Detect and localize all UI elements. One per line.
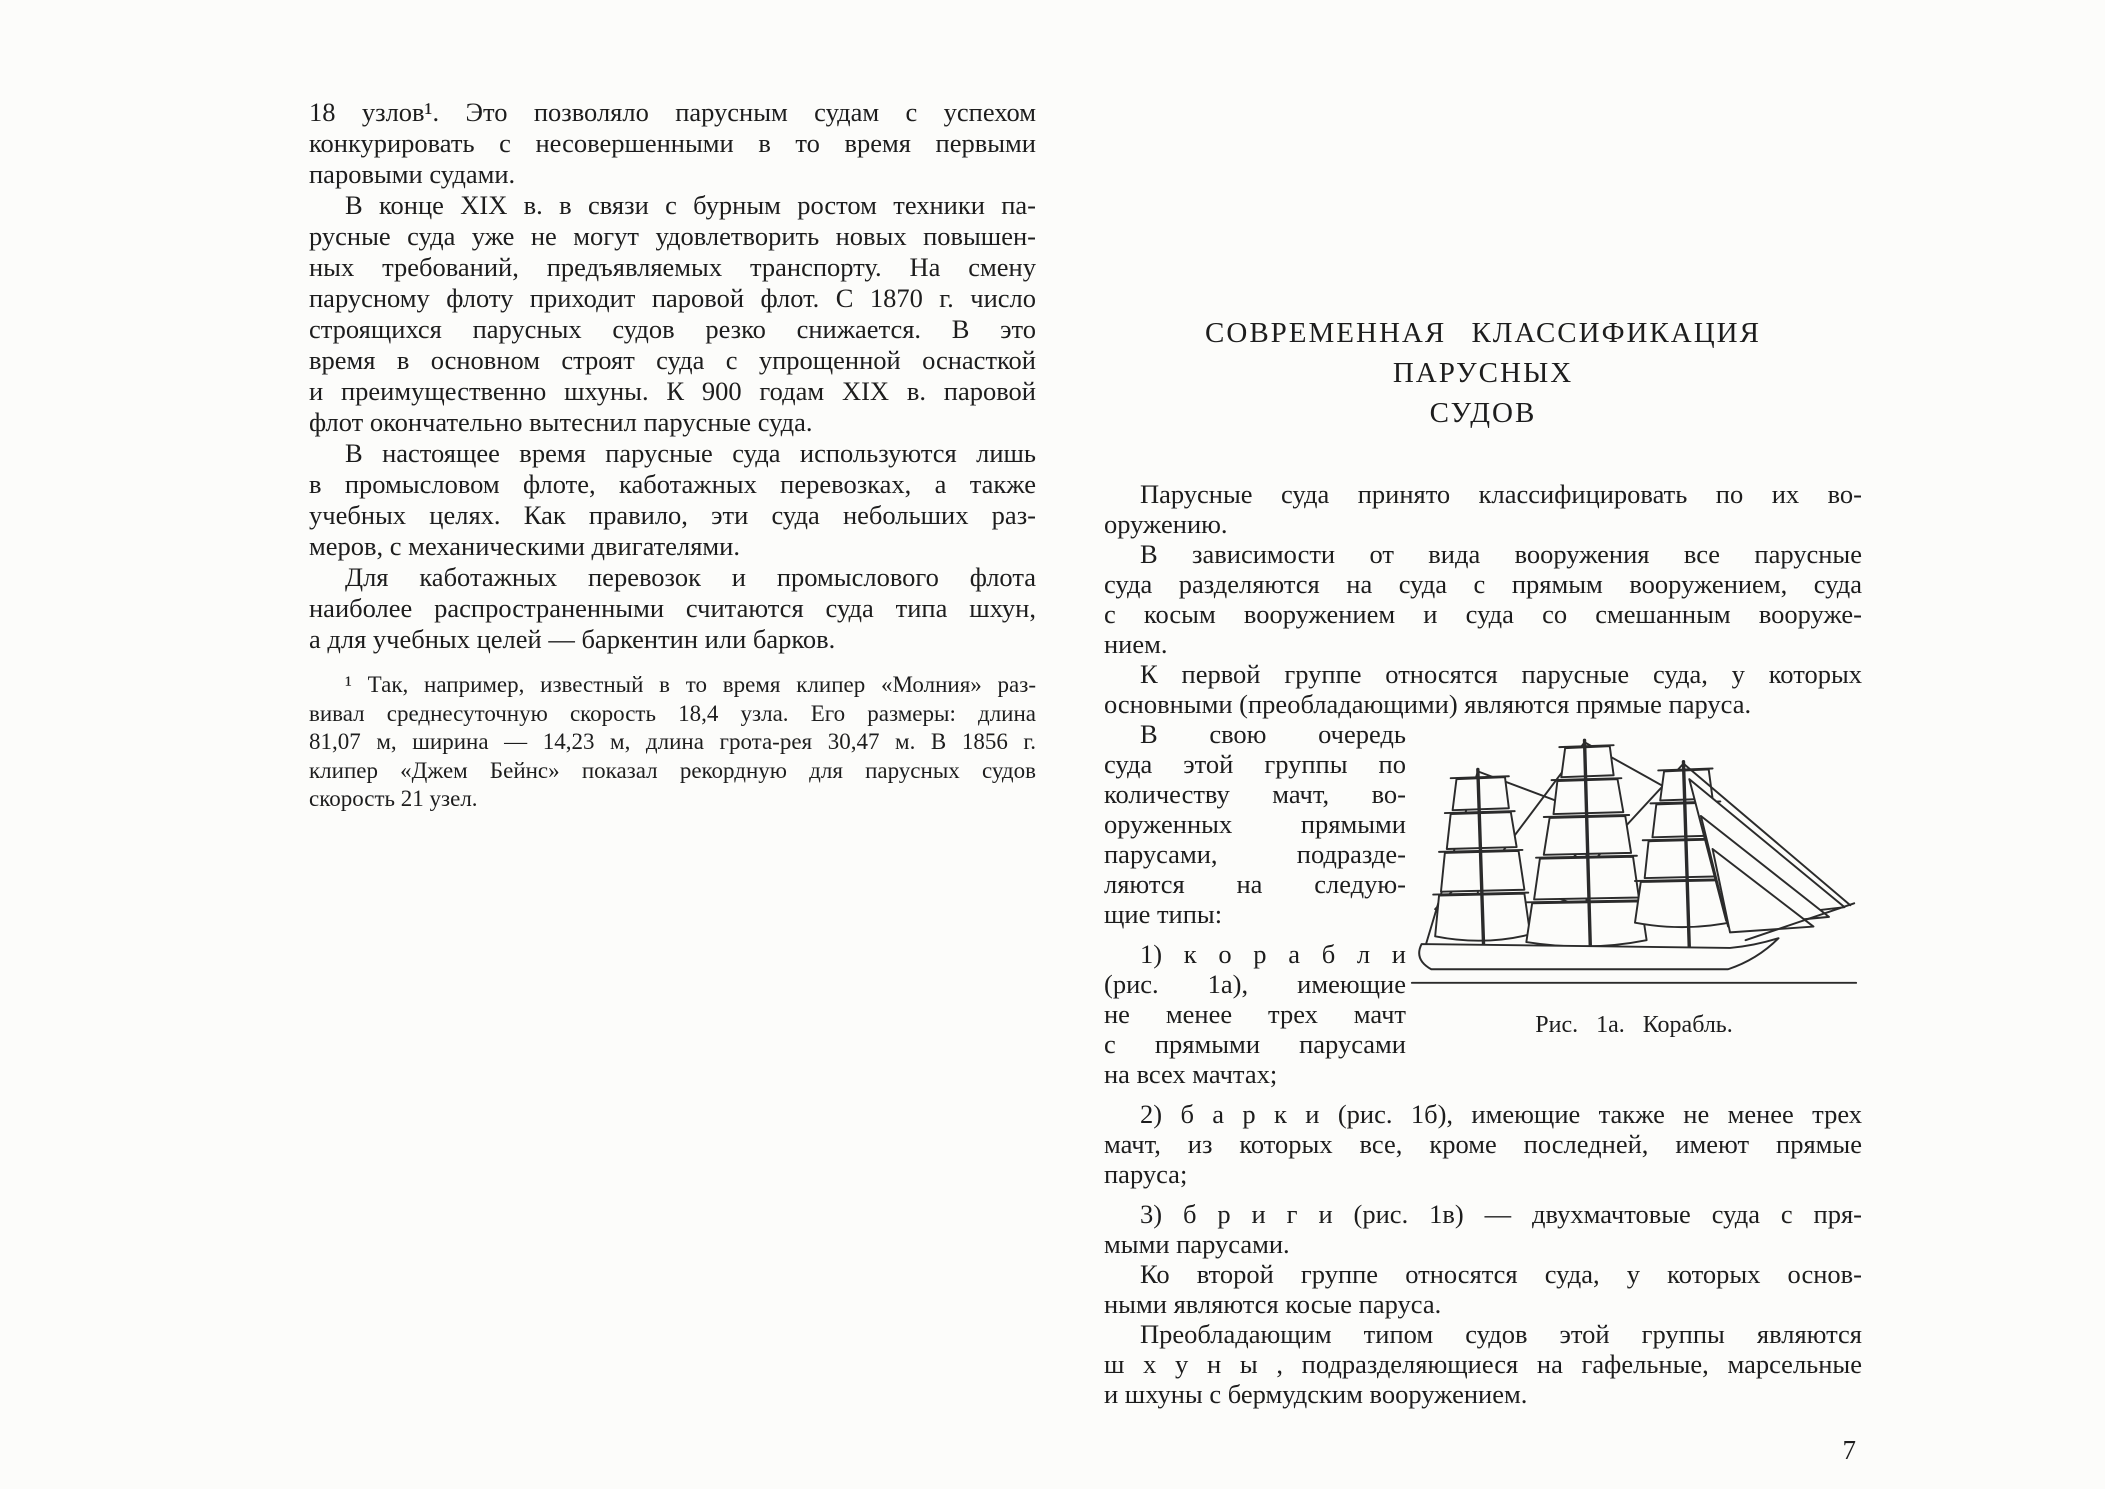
paragraph-second-group: Ко второй группе относятся суда, у которых основ- ными являются косые паруса.: [1104, 1259, 1862, 1319]
paragraph-coastal-trade: Для каботажных перевозок и промыслового флота наиболее распространенными считаются суда типа шхун, а для учебных целей — баркентин или барков.: [309, 562, 1036, 654]
figure-1a-caption: Рис. 1а. Корабль.: [1535, 1012, 1733, 1038]
chapter-heading: СОВРЕМЕННАЯ КЛАССИФИКАЦИЯ ПАРУСНЫХ СУДОВ: [1205, 317, 1761, 429]
paragraph-first-group: К первой группе относятся парусные суда, у которых основными (преобладающими) являются прямые паруса.: [1104, 659, 1862, 719]
ship-line-drawing: [1406, 719, 1862, 1010]
figure-1a: [1406, 719, 1862, 1039]
paragraph-group-subdivision: В свою очередь суда этой группы по количеству мачт, во- оруженных прямыми парусами, подразде- ляются на следую- щие типы:: [1104, 719, 1406, 929]
list-item-ships: 1) к о р а б л и (рис. 1а), имеющие не менее трех мачт с прямыми парусами на всех мачтах;: [1104, 939, 1406, 1089]
list-item-barques: 2) б а р к и (рис. 1б), имеющие также не менее трех мачт, из которых все, кроме последней, имеют прямые паруса;: [1104, 1099, 1862, 1189]
paragraph-rig-type-groups: В зависимости от вида вооружения все парусные суда разделяются на суда с прямым вооружением, суда с косым вооружением и суда со смешанным вооруже- нием.: [1104, 539, 1862, 659]
paragraph-late-19th-century: В конце XIX в. в связи с бурным ростом техники па- русные суда уже не могут удовлетворить новых повышен- ных требований, предъявляемых транспорту. На смену парусному флоту приходит паровой флот. С 1870 г. число строящихся парусных судов резко снижается. В это время в основном строят суда с упрощенной оснасткой и преимущественно шхуны. К 900 годам XIX в. паровой флот окончательно вытеснил парусные суда.: [309, 190, 1036, 437]
figure-row: [1104, 719, 1862, 1089]
right-page-text-column: [1104, 313, 1862, 1466]
footnote-clipper-molniya: ¹ Так, например, известный в то время клипер «Молния» раз- вивал среднесуточную скорость 18,4 узла. Его размеры: длина 81,07 м, ширина — 14,23 м, длина грота-рея 30,47 м. В 1856 г. клипер «Джем Бейнс» показал рекордную для парусных судов скорость 21 узел.: [309, 672, 1036, 811]
list-item-brigs: 3) б р и г и (рис. 1в) — двухмачтовые суда с пря- мыми парусами.: [1104, 1199, 1862, 1259]
figure-side-text: [1104, 719, 1406, 1089]
paragraph-present-day-use: В настоящее время парусные суда используются лишь в промысловом флоте, каботажных перевозках, а также учебных целях. Как правило, эти суда небольших раз- меров, с механическими двигателями.: [309, 438, 1036, 561]
page-number: 7: [1842, 1435, 1856, 1465]
paragraph-classification-intro: Парусные суда принято классифицировать по их во- оружению.: [1104, 479, 1862, 539]
paragraph-schooners: Преобладающим типом судов этой группы являются ш х у н ы , подразделяющиеся на гафельные, марсельные и шхуны с бермудским вооружением.: [1104, 1319, 1862, 1409]
left-page-text-column: [309, 97, 1036, 814]
paragraph-knots-intro: 18 узлов¹. Это позволяло парусным судам с успехом конкурировать с несовершенными в то время первыми паровыми судами.: [309, 97, 1036, 189]
